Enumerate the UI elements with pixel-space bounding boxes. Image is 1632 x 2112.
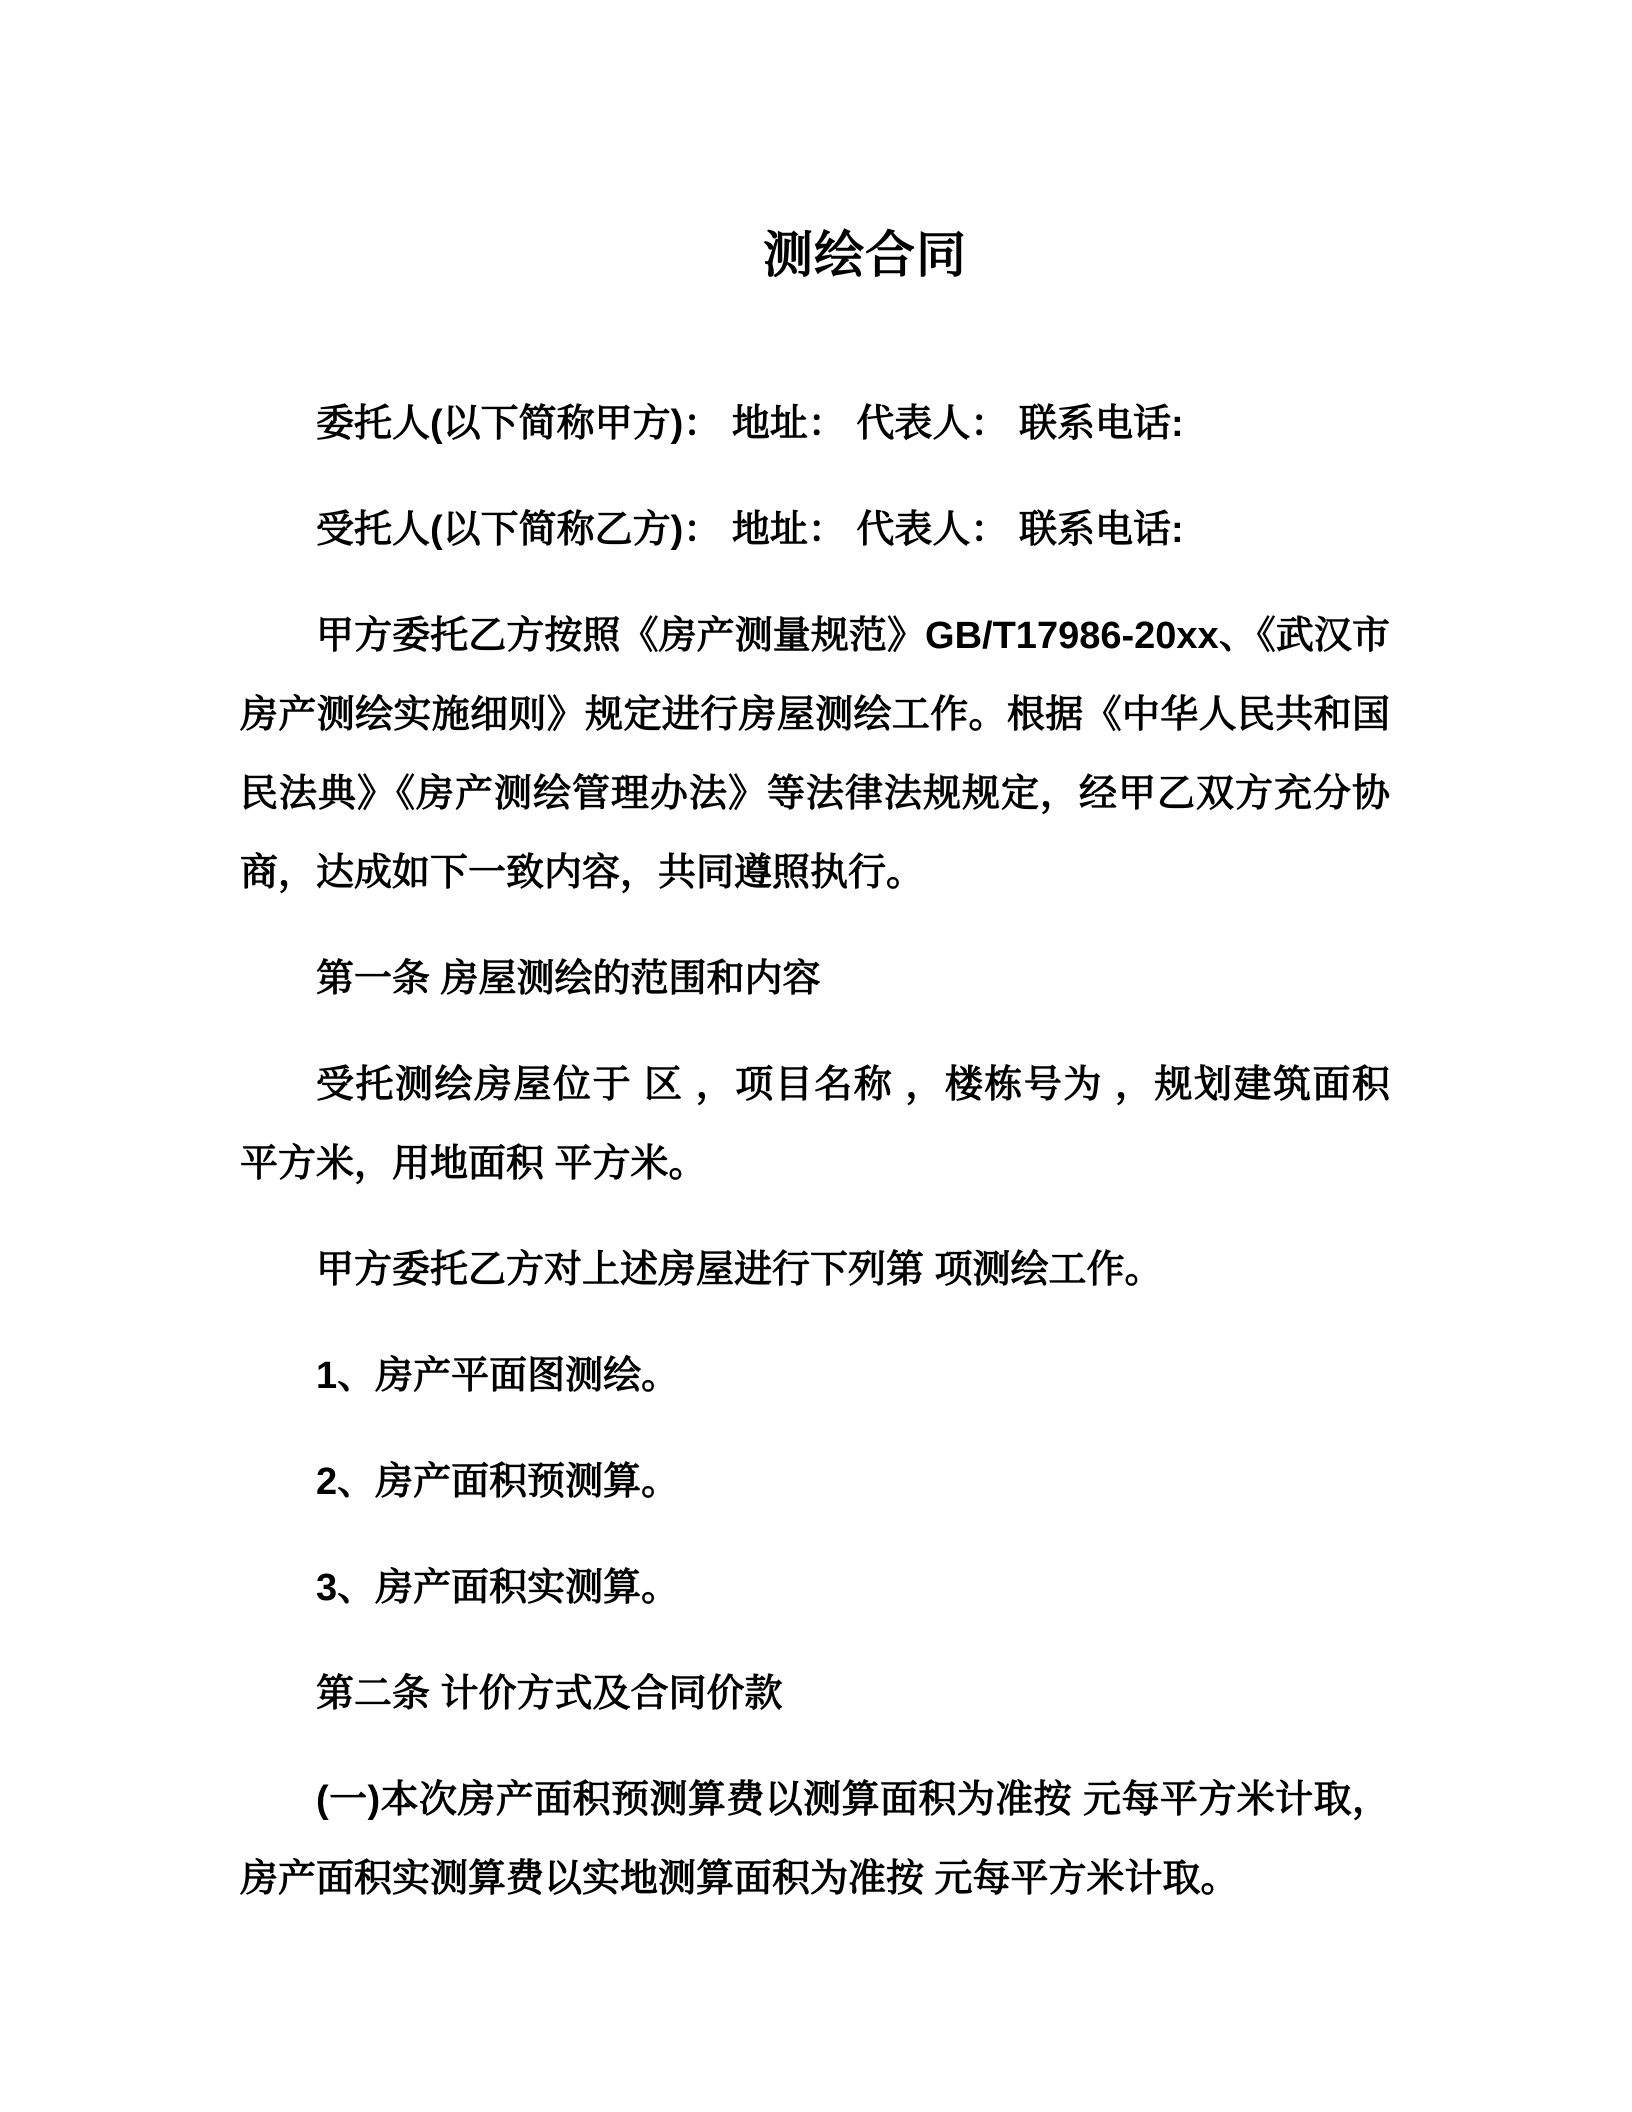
paragraph-survey-scope: 甲方委托乙方对上述房屋进行下列第 项测绘工作。: [316, 1249, 1163, 1291]
section-heading-article-2: 第二条 计价方式及合同价款: [316, 1673, 783, 1715]
paragraph-property-location: 受托测绘房屋位于 区 ，项目名称 ，楼栋号为 ，规划建筑面积 平方米，用地面积 平方米。: [240, 1064, 1401, 1185]
paragraph-preamble: 甲方委托乙方按照《房产测量规范》GB/T17986-20xx、《武汉市房产测绘实施细则》规定进行房屋测绘工作。根据《中华人民共和国民法典》《房产测绘管理办法》等法律法规规定，经甲乙双方充分协商，达成如下一致内容，共同遵照执行。: [240, 615, 1390, 894]
paragraph-party-b: 受托人(以下简称乙方)： 地址： 代表人： 联系电话:: [316, 509, 1184, 551]
section-heading-article-1: 第一条 房屋测绘的范围和内容: [316, 958, 821, 1000]
paragraph-party-a: 委托人(以下简称甲方)： 地址： 代表人： 联系电话:: [316, 403, 1184, 445]
list-item-1: 1、房产平面图测绘。: [316, 1355, 680, 1397]
list-item-3: 3、房产面积实测算。: [316, 1567, 680, 1609]
list-item-2: 2、房产面积预测算。: [316, 1461, 680, 1503]
document-title: 测绘合同: [763, 227, 967, 283]
paragraph-pricing: (一)本次房产面积预测算费以测算面积为准按 元每平方米计取，房产面积实测算费以实地测算面积为准按 元每平方米计取。: [240, 1779, 1390, 1900]
